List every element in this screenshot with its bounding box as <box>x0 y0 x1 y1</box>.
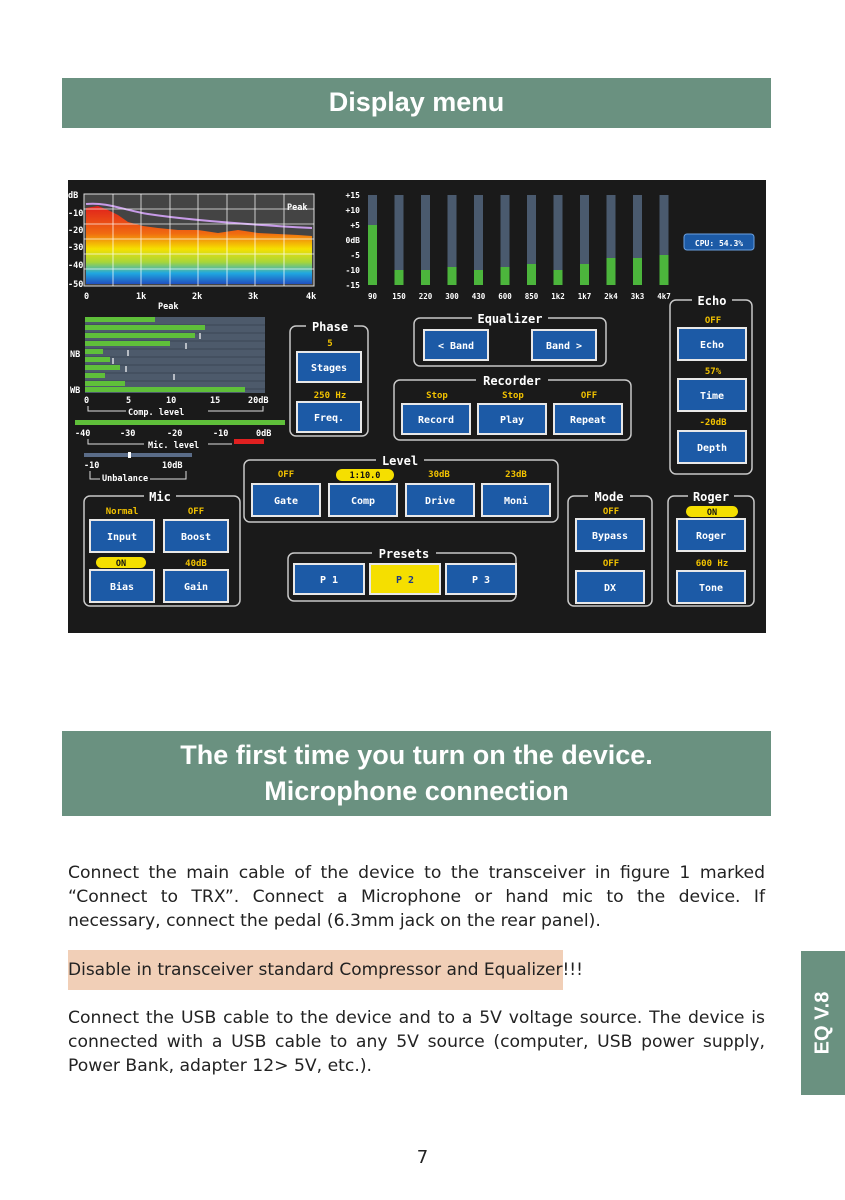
spectrum-graph <box>68 191 316 312</box>
bypass-status: OFF <box>602 507 620 517</box>
dx-button-label[interactable]: DX <box>603 583 617 594</box>
unb-scale-0: -10 <box>84 461 100 471</box>
comp-status: 1:10.0 <box>349 471 381 481</box>
record-status: Stop <box>426 391 448 401</box>
comp-scale-4: 20dB <box>248 396 269 406</box>
echo-button-label[interactable]: Echo <box>699 340 725 351</box>
stages-button[interactable] <box>297 352 361 382</box>
repeat-status: OFF <box>580 391 598 401</box>
eq-bar-600 <box>501 267 510 285</box>
comp-button-label[interactable]: Comp <box>350 496 376 507</box>
band-next-button-label[interactable]: Band > <box>545 341 583 352</box>
gain-button-label[interactable]: Gain <box>183 582 209 593</box>
roger-title: Roger <box>692 490 730 504</box>
time-button-label[interactable]: Time <box>699 391 725 402</box>
mic-level-caption: Mic. level <box>148 441 200 451</box>
tone-button[interactable] <box>677 571 745 603</box>
moni-button-label[interactable]: Moni <box>503 496 529 507</box>
eq-bar-300 <box>448 267 457 285</box>
equalizer-title: Equalizer <box>477 312 543 326</box>
eq-bar-90 <box>368 225 377 285</box>
spec-y-5: -50 <box>68 280 84 290</box>
play-status: Stop <box>502 391 524 401</box>
eq-bar-3k3 <box>633 258 642 285</box>
repeat-button-label[interactable]: Repeat <box>569 415 607 426</box>
eq-freq-label: 1k7 <box>577 292 592 301</box>
phase-title: Phase <box>311 320 349 334</box>
preset-1-button[interactable] <box>294 564 364 594</box>
phase-freq-value: 250 Hz <box>313 391 347 401</box>
boost-button-label[interactable]: Boost <box>180 532 212 543</box>
input-status: Normal <box>105 507 139 517</box>
preset-3-button-label[interactable]: P 3 <box>471 575 491 586</box>
mic-scale-0: -40 <box>75 429 91 439</box>
comp-level-caption: Comp. level <box>128 408 185 418</box>
eq-freq-label: 300 <box>445 292 459 301</box>
preset-2-button[interactable] <box>370 564 440 594</box>
eq-freq-label: 4k7 <box>657 292 671 301</box>
gate-status: OFF <box>277 470 295 480</box>
eq-bar-150 <box>395 270 404 285</box>
spec-x-3: 3k <box>248 292 259 302</box>
roger-tone-value: 600 Hz <box>695 559 729 569</box>
device-display-screen <box>68 180 766 633</box>
bias-button[interactable] <box>90 570 154 602</box>
spec-x-2: 2k <box>192 292 203 302</box>
comp-button[interactable] <box>329 484 397 516</box>
eq-y-3: 0dB <box>345 236 360 245</box>
level-title: Level <box>381 454 419 468</box>
time-button[interactable] <box>678 379 746 411</box>
boost-status: OFF <box>187 507 205 517</box>
input-button-label[interactable]: Input <box>106 532 138 543</box>
drive-status: 30dB <box>428 470 450 480</box>
eq-freq-label: 90 <box>367 292 378 301</box>
mic-scale-4: 0dB <box>256 429 272 439</box>
nb-label: NB <box>70 350 81 360</box>
connection-paragraph: Connect the main cable of the device to the transceiver in figure 1 marked “Connect to TRX”. Connect a Microphone or hand mic to the device. If necessary, connect the pedal (6.3mm jack on the rear panel). <box>68 863 765 931</box>
mic-scale-3: -10 <box>213 429 229 439</box>
gain-status: 40dB <box>185 559 207 569</box>
first-time-title-line1: The first time you turn on the device. <box>180 740 653 770</box>
bypass-button[interactable] <box>576 519 644 551</box>
band-next-button[interactable] <box>532 330 596 360</box>
roger-button[interactable] <box>677 519 745 551</box>
mic-scale-2: -20 <box>167 429 183 439</box>
roger-button-label[interactable]: Roger <box>695 531 727 542</box>
bias-status: ON <box>115 559 127 569</box>
record-button-label[interactable]: Record <box>417 415 455 426</box>
echo-title: Echo <box>697 294 727 308</box>
comp-scale-3: 15 <box>210 396 221 406</box>
cpu-usage: CPU: 54.3% <box>694 239 744 248</box>
repeat-button[interactable] <box>554 404 622 434</box>
depth-button[interactable] <box>678 431 746 463</box>
eq-bar-4k7 <box>660 255 669 285</box>
echo-button[interactable] <box>678 328 746 360</box>
dx-status: OFF <box>602 559 620 569</box>
spec-y-0: dB <box>68 191 79 201</box>
usb-paragraph: Connect the USB cable to the device and to a 5V voltage source. The device is connected with a USB cable to any 5V source (computer, USB power supply, Power Bank, adapter 12> 5V, etc.). <box>68 1008 765 1076</box>
play-button-label[interactable]: Play <box>499 415 525 426</box>
moni-status: 23dB <box>505 470 527 480</box>
tone-button-label[interactable]: Tone <box>698 583 724 594</box>
warning-note: Disable in transceiver standard Compressor and Equalizer!!! <box>68 950 563 990</box>
eq-bar-850 <box>527 264 536 285</box>
gate-button[interactable] <box>252 484 320 516</box>
eq-bar-1k2 <box>554 270 563 285</box>
boost-button[interactable] <box>164 520 228 552</box>
eq-freq-label: 220 <box>418 292 433 301</box>
wb-label: WB <box>70 386 81 396</box>
first-time-title-line2: Microphone connection <box>264 776 569 806</box>
display-menu-title: Display menu <box>328 87 505 117</box>
unbalance-caption: Unbalance <box>102 474 149 484</box>
eq-freq-label: 1k2 <box>551 292 565 301</box>
stages-button-label[interactable]: Stages <box>310 363 348 374</box>
eq-bar-1k7 <box>580 264 589 285</box>
spec-x-4: 4k <box>306 292 317 302</box>
spec-y-1: -10 <box>68 209 84 219</box>
eq-freq-label: 2k4 <box>604 292 618 301</box>
spec-x-0: 0 <box>84 292 90 302</box>
mic-title: Mic <box>149 490 171 504</box>
input-button[interactable] <box>90 520 154 552</box>
eq-y-2: +5 <box>350 221 360 230</box>
unbalance-bar <box>84 453 192 457</box>
gain-button[interactable] <box>164 570 228 602</box>
preset-1-button-label[interactable]: P 1 <box>319 575 339 586</box>
gate-button-label[interactable]: Gate <box>273 496 299 507</box>
depth-button-label[interactable]: Depth <box>696 443 728 454</box>
compression-meter <box>70 317 285 484</box>
phase-value: 5 <box>327 339 333 349</box>
eq-bar-graph <box>346 191 671 301</box>
eq-y-4: -5 <box>350 251 360 260</box>
moni-button[interactable] <box>482 484 550 516</box>
record-button[interactable] <box>402 404 470 434</box>
comp-scale-0: 0 <box>84 396 90 406</box>
preset-2-button-label[interactable]: P 2 <box>395 575 415 586</box>
play-button[interactable] <box>478 404 546 434</box>
version-label: EQ V.8 <box>811 991 834 1055</box>
dx-button[interactable] <box>576 571 644 603</box>
eq-y-1: +10 <box>345 206 360 215</box>
eq-freq-label: 3k3 <box>630 292 645 301</box>
display-menu-header <box>62 78 771 128</box>
echo-time-value: 57% <box>704 367 722 377</box>
mode-title: Mode <box>594 490 624 504</box>
page-number: 7 <box>416 1147 429 1168</box>
spec-y-2: -20 <box>68 226 84 236</box>
mic-level-bar <box>75 420 285 425</box>
comp-scale-2: 10 <box>166 396 177 406</box>
bias-button-label[interactable]: Bias <box>109 582 135 593</box>
comp-scale-1: 5 <box>126 396 132 406</box>
eq-bar-2k4 <box>607 258 616 285</box>
mic-peak-indicator <box>234 439 264 444</box>
version-side-tab <box>801 951 845 1095</box>
first-time-header <box>62 731 771 816</box>
spec-x-1: 1k <box>136 292 147 302</box>
spec-y-4: -40 <box>68 261 84 271</box>
echo-depth-value: -20dB <box>699 418 727 428</box>
drive-button[interactable] <box>406 484 474 516</box>
echo-status: OFF <box>704 316 722 326</box>
eq-freq-label: 430 <box>471 292 486 301</box>
eq-freq-label: 150 <box>392 292 406 301</box>
eq-y-5: -10 <box>345 266 360 275</box>
unb-scale-1: 10dB <box>162 461 183 471</box>
bypass-button-label[interactable]: Bypass <box>591 531 629 542</box>
eq-y-0: +15 <box>345 191 360 200</box>
recorder-title: Recorder <box>483 374 541 388</box>
eq-y-6: -15 <box>345 281 360 290</box>
spec-y-3: -30 <box>68 243 84 253</box>
drive-button-label[interactable]: Drive <box>424 496 456 507</box>
eq-freq-label: 850 <box>524 292 539 301</box>
eq-bar-430 <box>474 270 483 285</box>
eq-freq-label: 600 <box>498 292 512 301</box>
band-prev-button[interactable] <box>424 330 488 360</box>
roger-status: ON <box>706 508 718 518</box>
spec-peak-label: Peak <box>287 203 308 213</box>
band-prev-button-label[interactable]: < Band <box>437 341 475 352</box>
freq-button-label[interactable]: Freq. <box>313 413 345 424</box>
mic-scale-1: -30 <box>120 429 136 439</box>
preset-3-button[interactable] <box>446 564 516 594</box>
spec-peak-caption: Peak <box>158 302 179 312</box>
freq-button[interactable] <box>297 402 361 432</box>
eq-bar-220 <box>421 270 430 285</box>
presets-title: Presets <box>378 547 430 561</box>
